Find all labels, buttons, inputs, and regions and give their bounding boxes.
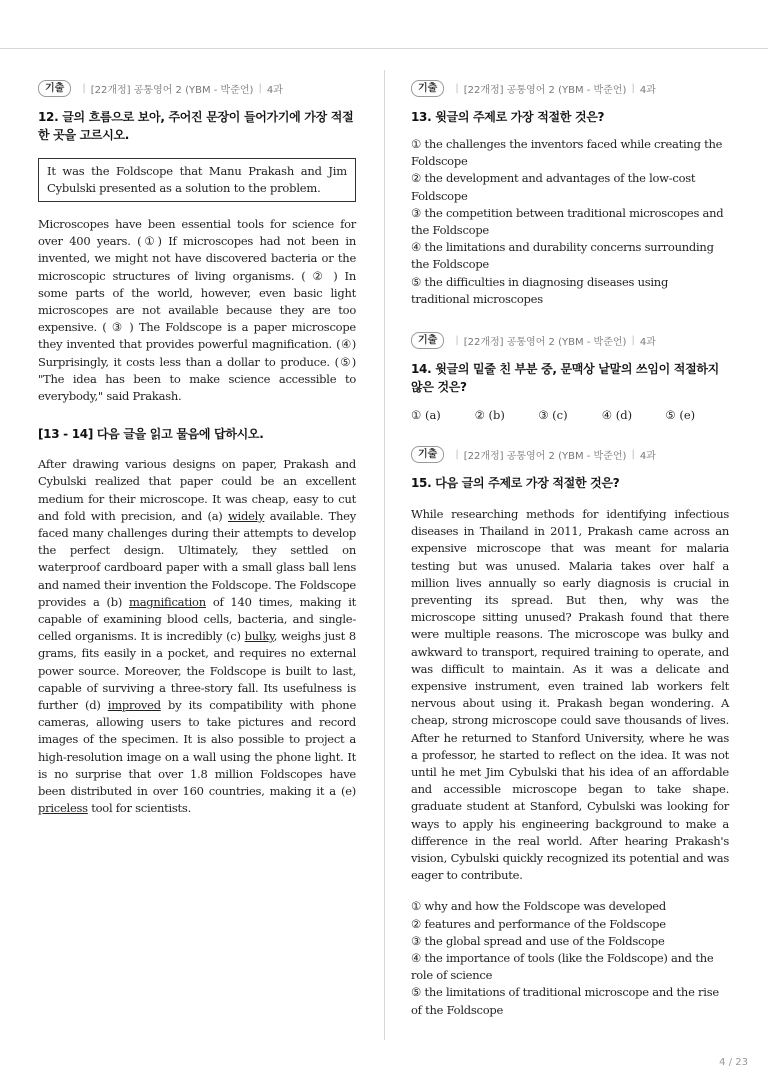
source-badge: 기출 xyxy=(411,332,444,349)
source-text: [22개정] 공통영어 2 (YBM - 박준언) xyxy=(463,450,627,462)
source-text: [22개정] 공통영어 2 (YBM - 박준언) xyxy=(463,84,627,96)
source-badge: 기출 xyxy=(411,446,444,463)
source-line-q12: 기출 | [22개정] 공통영어 2 (YBM - 박준언) | 4과 xyxy=(38,80,356,96)
question-13-options xyxy=(411,136,729,308)
question-15 xyxy=(411,446,729,1019)
source-lesson: 4과 xyxy=(639,336,656,348)
option-4[interactable]: ④ (d) xyxy=(601,408,633,422)
source-text: [22개정] 공통영어 2 (YBM - 박준언) xyxy=(463,336,627,348)
underline-e: priceless xyxy=(38,801,88,816)
source-lesson: 4과 xyxy=(639,84,656,96)
option-2[interactable]: ② the development and advantages of the low-cost Foldscope xyxy=(411,171,696,203)
option-1[interactable]: ① (a) xyxy=(411,408,441,422)
source-lesson: 4과 xyxy=(266,84,283,96)
source-badge: 기출 xyxy=(411,80,444,97)
option-3[interactable]: ③ the competition between traditional microscopes and the Foldscope xyxy=(411,205,724,238)
source-line-q14: 기출 | [22개정] 공통영어 2 (YBM - 박준언) | 4과 xyxy=(411,332,729,348)
option-1[interactable]: ① the challenges the inventors faced while creating the Foldscope xyxy=(411,137,723,169)
source-text: [22개정] 공통영어 2 (YBM - 박준언) xyxy=(90,84,254,96)
top-rule xyxy=(0,48,768,49)
section-13-14-heading: [13 - 14] 다음 글을 읽고 물음에 답하시오. xyxy=(38,427,264,442)
question-13 xyxy=(411,80,729,308)
option-2[interactable]: ② features and performance of the Foldscope xyxy=(411,916,666,931)
question-14-title: 14. 윗글의 밑줄 친 부분 중, 문맥상 낱말의 쓰임이 적절하지 않은 것은? xyxy=(411,362,719,394)
option-4[interactable]: ④ the importance of tools (like the Foldscope) and the role of science xyxy=(411,951,714,983)
source-badge: 기출 xyxy=(38,80,71,97)
underline-b: magnification xyxy=(129,594,206,609)
underline-c: bulky xyxy=(244,629,274,644)
underline-a: widely xyxy=(227,508,265,523)
source-lesson: 4과 xyxy=(639,450,656,462)
question-12-passage: Microscopes have been essential tools for science for over 400 years. (①) If microscopes had not been in invented, we might not have discovered bacteria or the microscopic structures of living organisms. ( ② ) In some parts of the world, however, even basic light microscopes are not available because they are too expensive. ( ③ ) The Foldscope is a paper microscope they invented that provides powerful magnification. (④) Surprisingly, it costs less than a dollar to produce. (⑤) "The idea has been to make science accessible to everybody," said Prakash. xyxy=(38,217,356,404)
column-divider xyxy=(384,70,385,1040)
passage-13-14: After drawing various designs on paper, Prakash and Cybulski realized that paper could be an excellent medium for their microscope. It was cheap, easy to cut and fold with precision, and (a) widely available. They faced many challenges during their attempts to develop the perfect design. Ultimately, they settled on waterproof cardboard paper with a small glass ball lens and named their invention the Foldscope. The Foldscope provides a (b) magnification of 140 times, making it capable of examining blood cells, bacteria, and single-celled organisms. It is incredibly (c) bulky, weighs just 8 grams, fits easily in a pocket, and requires no external power source. Moreover, the Foldscope is built to last, capable of surviving a three-story fall. Its usefulness is further (d) improved by its compatibility with phone cameras, allowing users to take pictures and record images of the specimen. It is also possible to project a high-resolution image on a wall using the phone light. It is no surprise that over 1.8 million Foldscopes have been distributed in over 160 countries, making it a (e) priceless tool for scientists. xyxy=(38,457,356,816)
option-5[interactable]: ⑤ (e) xyxy=(665,408,696,422)
question-15-title: 15. 다음 글의 주제로 가장 적절한 것은? xyxy=(411,476,620,490)
left-column xyxy=(38,80,356,818)
question-14 xyxy=(411,332,729,422)
option-2[interactable]: ② (b) xyxy=(474,408,505,422)
option-5[interactable]: ⑤ the limitations of traditional microscope and the rise of the Foldscope xyxy=(411,985,719,1017)
underline-d: improved xyxy=(107,698,161,713)
question-15-options xyxy=(411,898,729,1018)
page-number: 4 / 23 xyxy=(719,1057,748,1068)
question-13-title: 13. 윗글의 주제로 가장 적절한 것은? xyxy=(411,110,605,124)
option-4[interactable]: ④ the limitations and durability concerns surrounding the Foldscope xyxy=(411,240,714,272)
option-5[interactable]: ⑤ the difficulties in diagnosing diseases using traditional microscopes xyxy=(411,274,669,306)
source-line-q15: 기출 | [22개정] 공통영어 2 (YBM - 박준언) | 4과 xyxy=(411,446,729,462)
option-3[interactable]: ③ (c) xyxy=(538,408,568,422)
question-15-passage: While researching methods for identifying infectious diseases in Thailand in 2011, Prakash came across an expensive microscope that was meant for malaria testing but was unused. Malaria takes over half a million lives annually so early diagnosis is crucial in preventing its spread. But then, why was the microscope sitting unused? Prakash found that there were multiple reasons. The microscope was bulky and awkward to transport, required training to operate, and was difficult to maintain. As it was a delicate and expensive instrument, even trained lab workers felt nervous about using it. Prakash began wondering. A cheap, strong microscope could save thousands of lives. After he returned to Stanford University, where he was a professor, he started to reflect on the idea. It was not until he met Jim Cybulski that his idea of an affordable and accessible microscope began to take shape. graduate student at Stanford, Cybulski was looking for ways to apply his engineering background to make a difference in the real world. After hearing Prakash's vision, Cybulski quickly recognized its potential and was eager to contribute. xyxy=(411,507,729,883)
source-line-q13: 기출 | [22개정] 공통영어 2 (YBM - 박준언) | 4과 xyxy=(411,80,729,96)
option-3[interactable]: ③ the global spread and use of the Foldscope xyxy=(411,933,665,948)
question-14-options xyxy=(411,408,729,422)
option-1[interactable]: ① why and how the Foldscope was developed xyxy=(411,899,666,914)
question-12-title: 12. 글의 흐름으로 보아, 주어진 문장이 들어가기에 가장 적절한 곳을 고르시오. xyxy=(38,110,354,142)
given-sentence-box: It was the Foldscope that Manu Prakash and Jim Cybulski presented as a solution to the problem. xyxy=(38,158,356,202)
